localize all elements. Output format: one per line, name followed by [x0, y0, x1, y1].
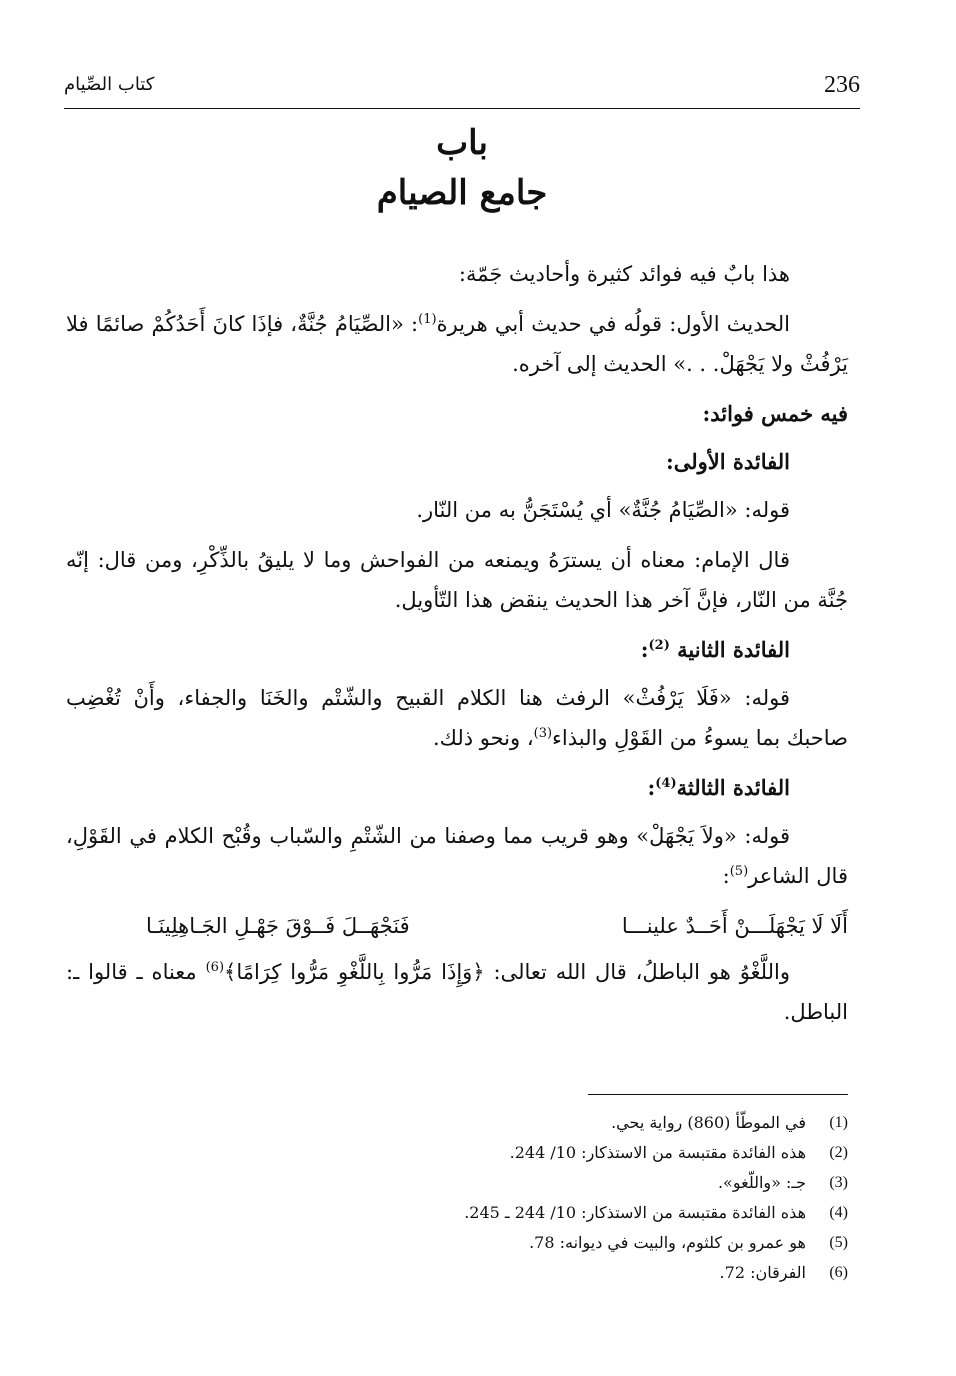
footnote-ref-3: (3) [533, 726, 553, 741]
footnote-rule [588, 1094, 848, 1095]
footnote-text: جـ: «واللّغو». [717, 1173, 806, 1192]
book-title: كتاب الصِّيام [64, 74, 155, 95]
benefit-1-paragraph: قوله: «الصِّيَامُ جُنَّةٌ» أي يُسْتَجَنُّ به من النّار. [416, 498, 790, 522]
laghw-text-b: معناه ـ قالوا ـ: الباطل. [66, 960, 848, 1024]
benefit-2-paragraph [66, 678, 848, 758]
body-text [66, 254, 848, 1042]
benefit-3-title: الفائدة الثالثة [676, 775, 790, 800]
poetry-verse [66, 906, 848, 946]
footnotes [100, 1108, 848, 1288]
benefit-3-text-b: : [722, 864, 730, 888]
benefit-2-heading [66, 630, 848, 670]
footnote-number: (5) [829, 1234, 848, 1251]
footnote-item [100, 1198, 848, 1228]
footnote-item [100, 1108, 848, 1138]
footnote-number: (6) [829, 1264, 848, 1281]
verse-second-hemistich: فَنَجْهَــلَ فَــوْقَ جَهْـلِ الجَـاهِلِينَـا [146, 914, 410, 938]
imam-paragraph: قال الإمام: معناه أن يسترَهُ ويمنعه من الفواحش وما لا يليقُ بالذِّكْرِ، ومن قال: إنّه جُنَّة من النّار، فإنَّ آخر هذا الحديث ينقض هذا التّأويل. [66, 548, 848, 612]
footnote-text: هذه الفائدة مقتبسة من الاستذكار: 10/ 244 ـ 245. [464, 1203, 806, 1222]
page-number: 236 [824, 72, 860, 98]
footnote-number: (2) [829, 1144, 848, 1161]
benefit-2-colon: : [640, 637, 649, 662]
laghw-paragraph [66, 952, 848, 1032]
header-rule [64, 108, 860, 109]
footnote-item [100, 1138, 848, 1168]
footnote-number: (3) [829, 1174, 848, 1191]
footnote-ref-2: (2) [648, 638, 670, 653]
benefit-2-text-b: ، ونحو ذلك. [432, 726, 534, 750]
footnote-number: (4) [829, 1204, 848, 1221]
laghw-text-a: واللَّغْوُ هو الباطلُ، قال الله تعالى: ﴿وَإِذَا مَرُّوا بِاللَّغْوِ مَرُّوا كِرَامًا﴾ [224, 960, 791, 984]
benefit-3-text-a: قوله: «ولاَ يَجْهَلْ» وهو قريب مما وصفنا من الشّتْمِ والسّباب وقُبْح الكلام في القَوْلِ، قال الشاعر [66, 824, 848, 888]
five-benefits-heading: فيه خمس فوائد: [702, 401, 848, 426]
footnote-item [100, 1258, 848, 1288]
chapter-line-2: جامع الصيام [376, 173, 548, 213]
benefit-3-colon: : [647, 775, 656, 800]
benefit-3-paragraph [66, 816, 848, 896]
benefit-2-text-a: قوله: «فَلَا يَرْفُثْ» الرفث هنا الكلام القبيح والشّتْم والخَنَا والجفاء، وأَنْ تُغْضِب صاحبك بما يسوءُ من القَوْلِ والبذاء [66, 686, 848, 750]
footnote-ref-6: (6) [205, 960, 225, 975]
footnote-ref-4: (4) [655, 776, 677, 791]
hadith-1-paragraph [66, 304, 848, 384]
footnote-number: (1) [829, 1114, 848, 1131]
benefit-2-title: الفائدة الثانية [669, 637, 790, 662]
footnote-text: هذه الفائدة مقتبسة من الاستذكار: 10/ 244. [509, 1143, 806, 1162]
footnote-item [100, 1228, 848, 1258]
footnote-text: الفرقان: 72. [719, 1263, 806, 1282]
footnote-ref-5: (5) [729, 864, 749, 879]
intro-paragraph: هذا بابٌ فيه فوائد كثيرة وأحاديث جَمّة: [458, 262, 790, 286]
verse-first-hemistich: أَلَا لَا يَجْهَلَـــنْ أَحَــدٌ علينـــا [621, 914, 848, 938]
footnote-ref-1: (1) [418, 312, 437, 327]
benefit-1-heading: الفائدة الأولى: [665, 449, 790, 474]
footnote-item [100, 1168, 848, 1198]
hadith-1-text-a: الحديث الأول: قولُه في حديث أبي هريرة [436, 312, 791, 336]
chapter-line-1: باب [436, 123, 488, 163]
footnote-text: في الموطّأ (860) رواية يحي. [611, 1113, 806, 1132]
benefit-3-heading [66, 768, 848, 808]
running-head [64, 72, 860, 102]
hadith-1-text-b: : «الصِّيَامُ جُنَّةٌ، فإذَا كانَ أَحَدُكُمْ صائمًا فلا يَرْفُثْ ولا يَجْهَلْ. . .» الحديث إلى آخره. [66, 312, 848, 376]
chapter-heading [64, 118, 860, 218]
footnote-text: هو عمرو بن كلثوم، والبيت في ديوانه: 78. [529, 1233, 806, 1252]
